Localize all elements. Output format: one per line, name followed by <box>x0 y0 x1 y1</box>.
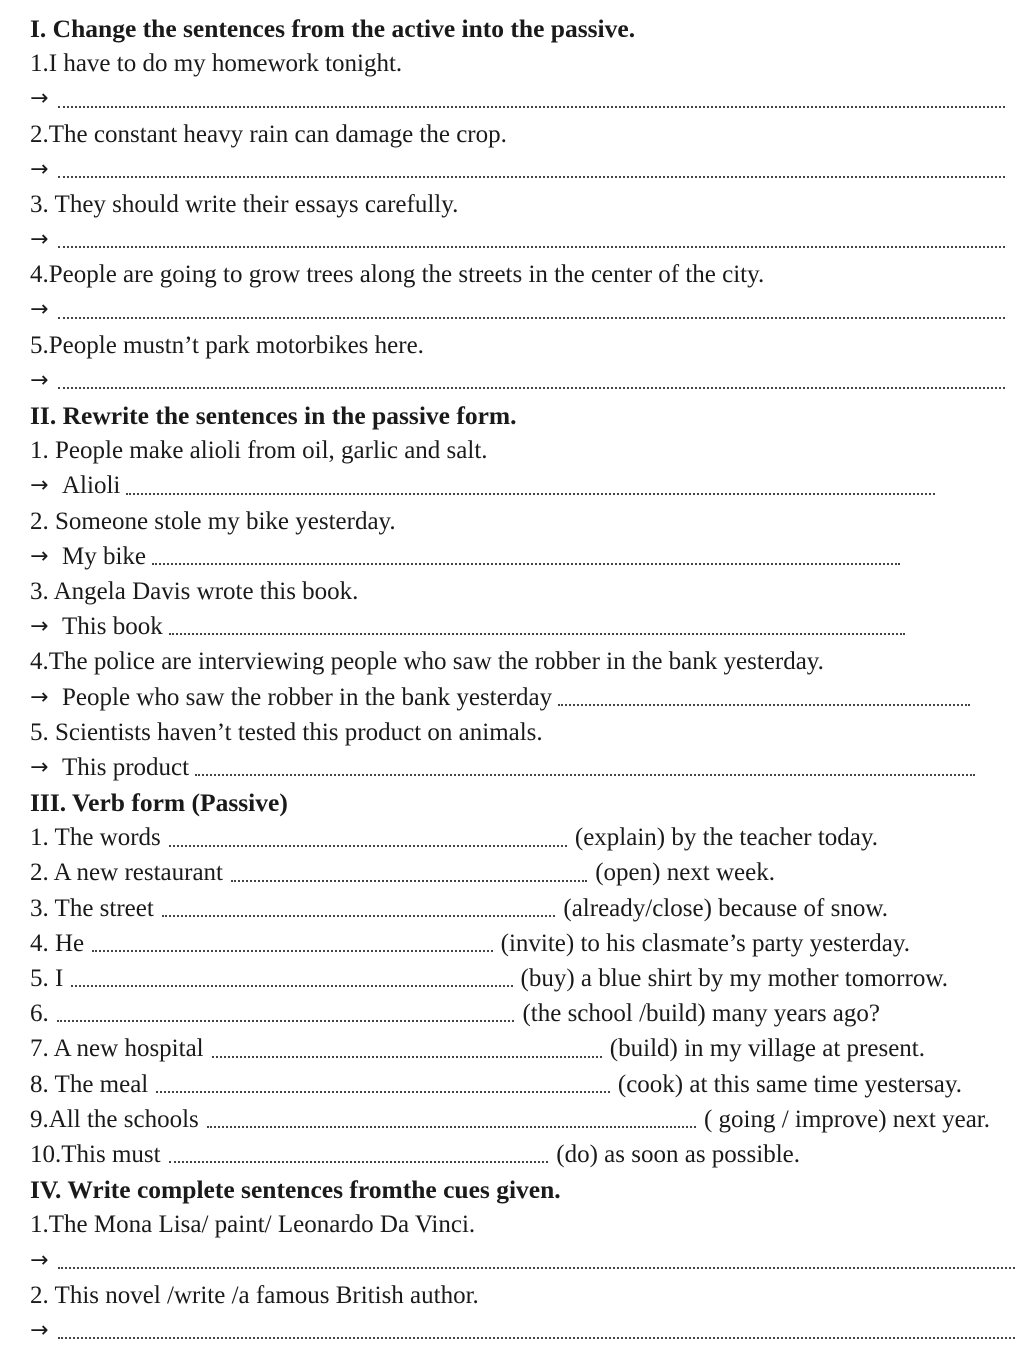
answer-blank[interactable] <box>231 880 587 882</box>
answer-blank[interactable] <box>207 1126 696 1128</box>
arrow-icon: → <box>30 156 49 182</box>
item-cue: ( going / improve) next year. <box>703 1105 990 1133</box>
item-cue: (cook) at this same time yestersay. <box>617 1070 962 1098</box>
item-stem: 10.This must <box>30 1140 161 1168</box>
item-cue: (explain) by the teacher today. <box>574 824 878 852</box>
arrow-icon: → <box>30 86 49 112</box>
answer-blank[interactable] <box>156 1091 610 1093</box>
section-2-heading: II. Rewrite the sentences in the passive form. <box>30 401 517 431</box>
arrow-icon: → <box>30 367 49 393</box>
s1-answer-line-5[interactable] <box>30 363 1005 398</box>
answer-blank[interactable] <box>169 845 567 847</box>
item-stem: 6. <box>30 1000 49 1028</box>
s1-question-4: 4.People are going to grow trees along the streets in the center of the city. <box>30 261 765 289</box>
arrow-icon: → <box>30 754 49 780</box>
s3-item-4 <box>30 926 910 961</box>
answer-blank[interactable] <box>212 1056 602 1058</box>
answer-blank[interactable] <box>162 915 556 917</box>
s1-question-1: 1.I have to do my homework tonight. <box>30 50 403 78</box>
s3-item-3 <box>30 891 888 926</box>
s1-question-2: 2.The constant heavy rain can damage the crop. <box>30 120 507 148</box>
arrow-icon: → <box>30 1247 49 1273</box>
s3-item-6 <box>30 996 880 1031</box>
s3-item-1 <box>30 820 878 855</box>
answer-blank[interactable] <box>58 387 1005 389</box>
s1-answer-line-4[interactable] <box>30 293 1005 328</box>
section-4-heading: IV. Write complete sentences fromthe cues given. <box>30 1175 561 1205</box>
item-cue: (build) in my village at present. <box>609 1035 925 1063</box>
s2-answer-line-3[interactable] <box>30 609 905 644</box>
s4-answer-line-1[interactable] <box>30 1243 1015 1278</box>
worksheet <box>30 11 1005 1348</box>
arrow-icon: → <box>30 614 49 640</box>
arrow-icon: → <box>30 473 49 499</box>
s3-item-5 <box>30 961 948 996</box>
item-stem: 7. A new hospital <box>30 1035 204 1063</box>
answer-blank[interactable] <box>169 1161 549 1163</box>
s3-item-10 <box>30 1137 800 1172</box>
section-1-heading: I. Change the sentences from the active into the passive. <box>30 14 636 43</box>
s3-item-9 <box>30 1102 990 1137</box>
answer-prefix: Alioli <box>62 472 121 500</box>
s2-answer-line-5[interactable] <box>30 750 975 785</box>
arrow-icon: → <box>30 1317 49 1343</box>
item-cue: (the school /build) many years ago? <box>522 1000 880 1028</box>
s3-item-7 <box>30 1031 925 1066</box>
arrow-icon: → <box>30 543 49 569</box>
s2-answer-line-1[interactable] <box>30 468 935 503</box>
s3-item-2 <box>30 856 775 891</box>
s1-question-3: 3. They should write their essays carefully. <box>30 190 459 218</box>
s4-cue-1: 1.The Mona Lisa/ paint/ Leonardo Da Vinci. <box>30 1211 476 1239</box>
answer-prefix: My bike <box>62 542 147 570</box>
answer-blank[interactable] <box>195 774 975 776</box>
s2-answer-line-2[interactable] <box>30 539 900 574</box>
s4-cue-2: 2. This novel /write /a famous British author. <box>30 1281 479 1309</box>
s2-question-4: 4.The police are interviewing people who saw the robber in the bank yesterday. <box>30 648 824 676</box>
item-cue: (open) next week. <box>595 859 775 887</box>
s2-question-5: 5. Scientists haven’t tested this product on animals. <box>30 718 543 746</box>
s1-answer-line-3[interactable] <box>30 222 1005 257</box>
answer-blank[interactable] <box>58 1267 1015 1269</box>
item-stem: 5. I <box>30 965 64 993</box>
s1-question-5: 5.People mustn’t park motorbikes here. <box>30 331 424 359</box>
s2-question-3: 3. Angela Davis wrote this book. <box>30 578 359 605</box>
item-stem: 2. A new restaurant <box>30 859 224 887</box>
answer-blank[interactable] <box>152 563 900 565</box>
s1-answer-line-2[interactable] <box>30 152 1005 187</box>
item-stem: 1. The words <box>30 824 161 852</box>
answer-blank[interactable] <box>92 950 492 952</box>
answer-prefix: This book <box>62 613 163 641</box>
item-cue: (invite) to his clasmate’s party yesterday. <box>500 929 910 957</box>
answer-blank[interactable] <box>57 1020 515 1022</box>
arrow-icon: → <box>30 297 49 323</box>
s1-answer-line-1[interactable] <box>30 81 1005 116</box>
answer-prefix: People who saw the robber in the bank yesterday <box>62 683 553 711</box>
item-stem: 8. The meal <box>30 1070 149 1098</box>
s2-question-2: 2. Someone stole my bike yesterday. <box>30 507 396 535</box>
arrow-icon: → <box>30 684 49 710</box>
answer-blank[interactable] <box>58 246 1005 248</box>
section-3-heading: III. Verb form (Passive) <box>30 788 288 818</box>
answer-blank[interactable] <box>71 985 512 987</box>
s2-answer-line-4[interactable] <box>30 680 970 715</box>
s3-item-8 <box>30 1067 962 1102</box>
s4-answer-line-2[interactable] <box>30 1313 1015 1348</box>
item-stem: 3. The street <box>30 894 154 922</box>
item-stem: 9.All the schools <box>30 1105 199 1133</box>
item-cue: (do) as soon as possible. <box>556 1140 800 1168</box>
s2-question-1: 1. People make alioli from oil, garlic and salt. <box>30 437 488 465</box>
answer-blank[interactable] <box>126 493 935 495</box>
answer-blank[interactable] <box>558 704 970 706</box>
answer-prefix: This product <box>62 753 190 781</box>
answer-blank[interactable] <box>58 176 1005 178</box>
answer-blank[interactable] <box>169 633 905 635</box>
answer-blank[interactable] <box>58 106 1005 108</box>
item-cue: (buy) a blue shirt by my mother tomorrow. <box>520 965 948 993</box>
item-stem: 4. He <box>30 929 85 957</box>
answer-blank[interactable] <box>58 317 1005 319</box>
item-cue: (already/close) because of snow. <box>563 894 888 922</box>
answer-blank[interactable] <box>58 1337 1015 1339</box>
arrow-icon: → <box>30 227 49 253</box>
